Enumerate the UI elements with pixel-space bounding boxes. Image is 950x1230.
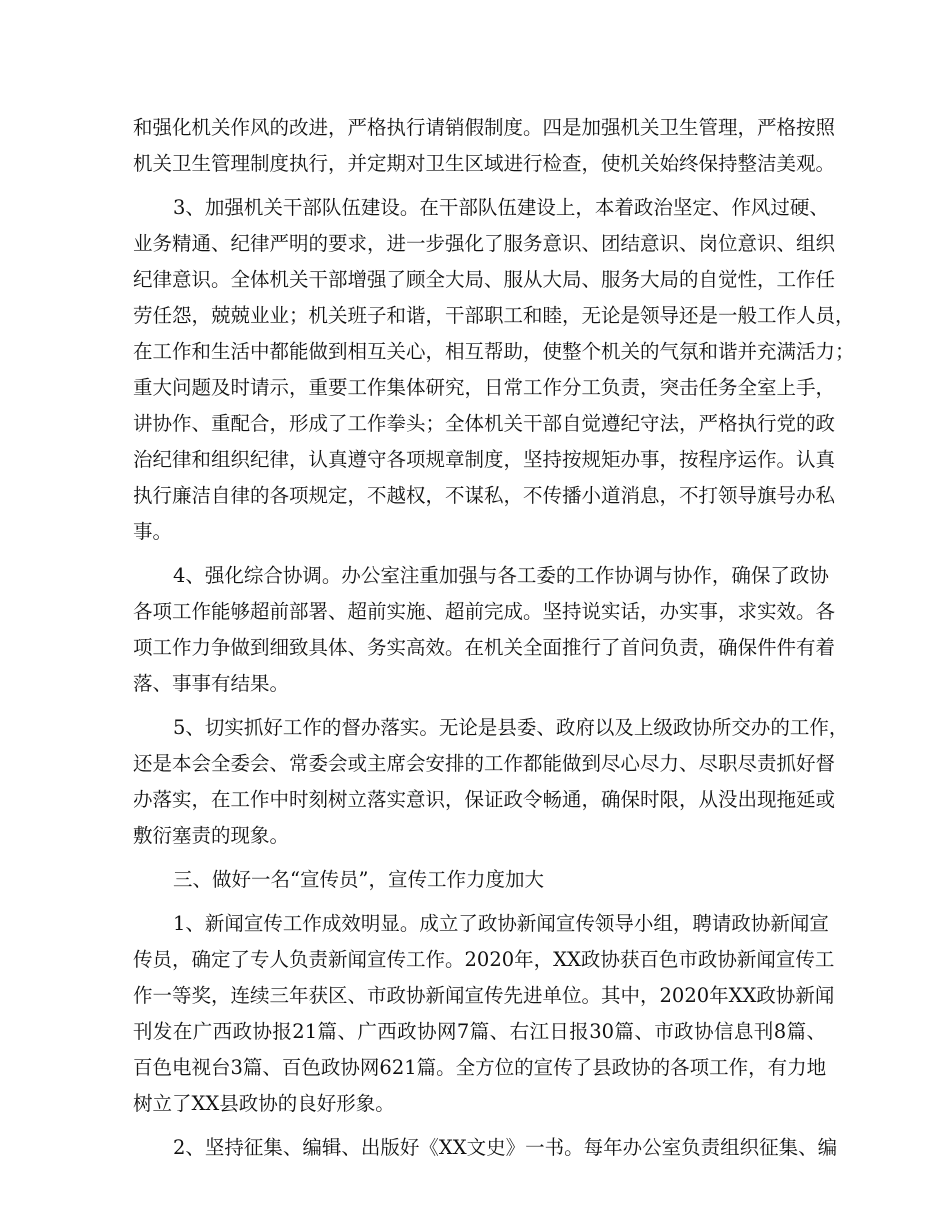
text-line: 三、做好一名“宣传员”，宣传工作力度加大 bbox=[173, 868, 544, 891]
text-line: 治纪律和组织纪律，认真遵守各项规章制度，坚持按规矩办事，按程序运作。认真 bbox=[133, 448, 836, 471]
text-line: 在工作和生活中都能做到相互关心，相互帮助，使整个机关的气氛和谐并充满活力； bbox=[133, 340, 855, 363]
text-line: 事。 bbox=[133, 520, 173, 543]
text-line: 作一等奖，连续三年获区、市政协新闻宣传先进单位。其中，2020年XX政协新闻 bbox=[133, 984, 835, 1007]
paragraph-6 bbox=[133, 1130, 838, 1166]
text-line: 百色电视台3篇、百色政协网621篇。全方位的宣传了县政协的各项工作，有力地 bbox=[133, 1056, 827, 1079]
paragraph-2 bbox=[133, 190, 855, 550]
text-line: 1、新闻宣传工作成效明显。成立了政协新闻宣传领导小组，聘请政协新闻宣 bbox=[173, 912, 829, 935]
paragraph-1 bbox=[133, 110, 836, 182]
text-line: 3、加强机关干部队伍建设。在干部队伍建设上，本着政治坚定、作风过硬、 bbox=[173, 196, 829, 219]
text-line: 敷衍塞责的现象。 bbox=[133, 824, 290, 847]
text-line: 树立了XX县政协的良好形象。 bbox=[133, 1092, 395, 1115]
text-line: 传员，确定了专人负责新闻宣传工作。2020年，XX政协获百色市政协新闻宣传工 bbox=[133, 948, 835, 971]
text-line: 和强化机关作风的改进，严格执行请销假制度。四是加强机关卫生管理，严格按照 bbox=[133, 116, 836, 139]
text-line: 刊发在广西政协报21篇、广西政协网7篇、右江日报30篇、市政协信息刊8篇、 bbox=[133, 1020, 826, 1043]
text-line: 执行廉洁自律的各项规定，不越权，不谋私，不传播小道消息，不打领导旗号办私 bbox=[133, 484, 836, 507]
text-line: 重大问题及时请示，重要工作集体研究，日常工作分工负责，突击任务全室上手， bbox=[133, 376, 836, 399]
text-line: 办落实，在工作中时刻树立落实意识，保证政令畅通，确保时限，从没出现拖延或 bbox=[133, 788, 836, 811]
text-line: 纪律意识。全体机关干部增强了顾全大局、服从大局、服务大局的自觉性，工作任 bbox=[133, 268, 836, 291]
text-line: 讲协作、重配合，形成了工作拳头；全体机关干部自觉遵纪守法，严格执行党的政 bbox=[133, 412, 836, 435]
section-heading bbox=[133, 862, 826, 898]
text-line: 各项工作能够超前部署、超前实施、超前完成。坚持说实话，办实事，求实效。各 bbox=[133, 600, 836, 623]
text-line: 项工作力争做到细致具体、务实高效。在机关全面推行了首问负责，确保件件有着 bbox=[133, 636, 836, 659]
paragraph-4 bbox=[133, 710, 849, 854]
paragraph-5 bbox=[133, 906, 835, 1122]
text-line: 5、切实抓好工作的督办落实。无论是县委、政府以及上级政协所交办的工作， bbox=[173, 716, 849, 739]
text-line: 落、事事有结果。 bbox=[133, 672, 290, 695]
paragraph-3 bbox=[133, 558, 836, 702]
text-line: 业务精通、纪律严明的要求，进一步强化了服务意识、团结意识、岗位意识、组织 bbox=[133, 232, 836, 255]
text-line: 4、强化综合协调。办公室注重加强与各工委的工作协调与协作，确保了政协 bbox=[173, 564, 829, 587]
text-line: 机关卫生管理制度执行，并定期对卫生区域进行检查，使机关始终保持整洁美观。 bbox=[133, 152, 836, 175]
text-line: 2、坚持征集、编辑、出版好《XX文史》一书。每年办公室负责组织征集、编 bbox=[173, 1136, 838, 1159]
text-line: 还是本会全委会、常委会或主席会安排的工作都能做到尽心尽力、尽职尽责抓好督 bbox=[133, 752, 836, 775]
text-line: 劳任怨，兢兢业业；机关班子和谐，干部职工和睦，无论是领导还是一般工作人员， bbox=[133, 304, 855, 327]
